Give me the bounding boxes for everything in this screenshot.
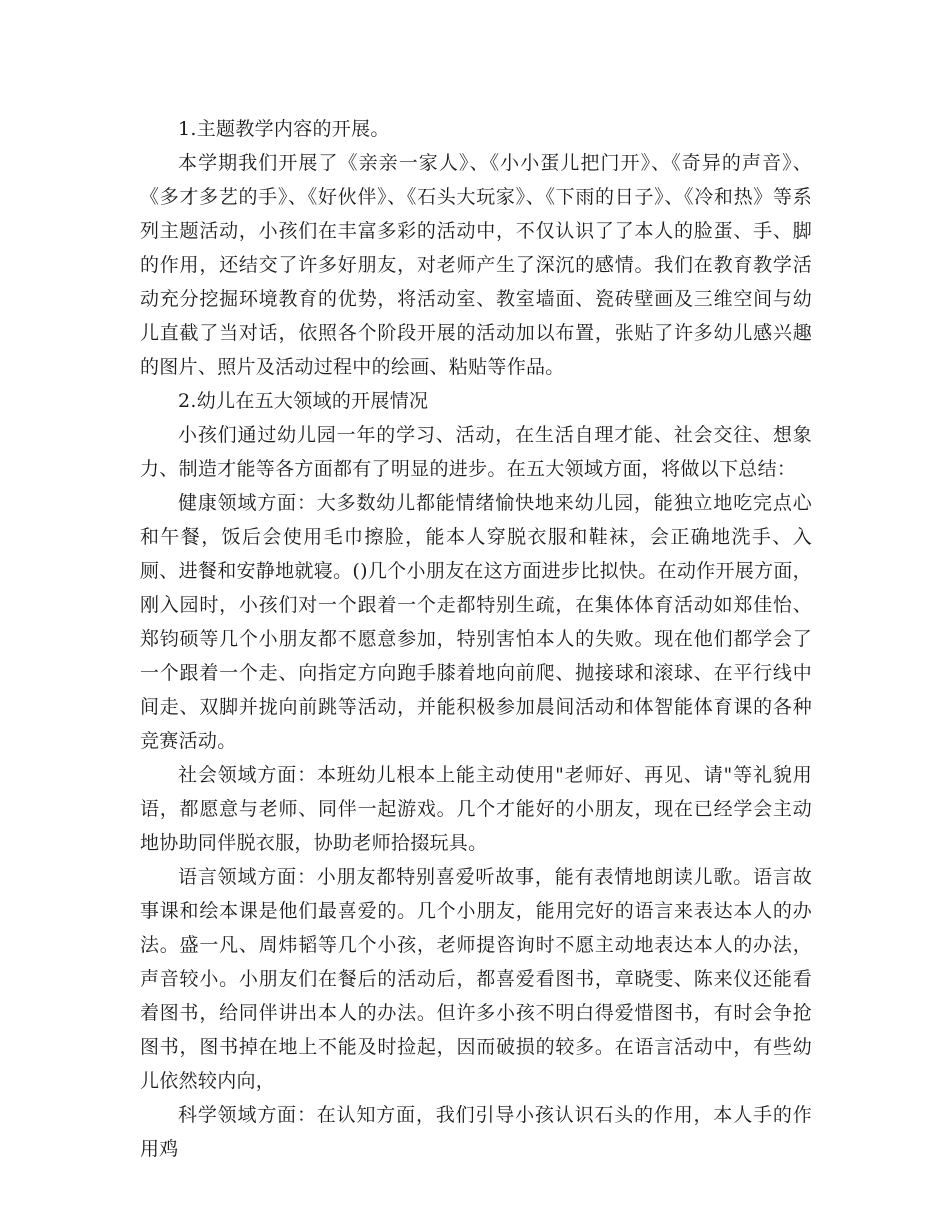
document-body — [140, 112, 812, 1166]
paragraph-language: 语言领域方面：小朋友都特别喜爱听故事，能有表情地朗读儿歌。语言故事课和绘本课是他们最喜爱的。几个小朋友，能用完好的语言来表达本人的办法。盛一凡、周炜韬等几个小孩，老师提咨询时不愿主动地表达本人的办法，声音较小。小朋友们在餐后的活动后，都喜爱看图书，章晓雯、陈来仪还能看着图书，给同伴讲出本人的办法。但许多小孩不明白得爱惜图书，有时会争抢图书，图书掉在地上不能及时捡起，因而破损的较多。在语言活动中，有些幼儿依然较内向， — [140, 866, 812, 1092]
paragraph-science: 科学领域方面：在认知方面，我们引导小孩认识石头的作用，本人手的作用鸡 — [140, 1104, 812, 1160]
paragraph-social: 社会领域方面：本班幼儿根本上能主动使用"老师好、再见、请"等礼貌用语，都愿意与老师、同伴一起游戏。几个才能好的小朋友，现在已经学会主动地协助同伴脱衣服，协助老师拾掇玩具。 — [140, 764, 812, 854]
paragraph-health: 健康领域方面：大多数幼儿都能情绪愉快地来幼儿园，能独立地吃完点心和午餐，饭后会使用毛巾擦脸，能本人穿脱衣服和鞋袜，会正确地洗手、入厕、进餐和安静地就寝。()几个小朋友在这方面进步比拟快。在动作开展方面，刚入园时，小孩们对一个跟着一个走都特别生疏，在集体体育活动如郑佳怡、郑钧硕等几个小朋友都不愿意参加，特别害怕本人的失败。现在他们都学会了一个跟着一个走、向指定方向跑手膝着地向前爬、抛接球和滚球、在平行线中间走、双脚并拢向前跳等活动，并能积极参加晨间活动和体智能体育课的各种竞赛活动。 — [140, 492, 812, 752]
section-heading-1: 1.主题教学内容的开展。 — [178, 118, 390, 140]
section-heading-2: 2.幼儿在五大领域的开展情况 — [178, 390, 429, 412]
paragraph-theme-activities: 本学期我们开展了《亲亲一家人》、《小小蛋儿把门开》、《奇异的声音》、《多才多艺的手》、《好伙伴》、《石头大玩家》、《下雨的日子》、《冷和热》等系列主题活动，小孩们在丰富多彩的活动中，不仅认识了了本人的脸蛋、手、脚的作用，还结交了许多好朋友，对老师产生了深沉的感情。我们在教育教学活动充分挖掘环境教育的优势，将活动室、教室墙面、瓷砖壁画及三维空间与幼儿直截了当对话，依照各个阶段开展的活动加以布置，张贴了许多幼儿感兴趣的图片、照片及活动过程中的绘画、粘贴等作品。 — [140, 152, 812, 378]
paragraph-overview: 小孩们通过幼儿园一年的学习、活动，在生活自理才能、社会交往、想象力、制造才能等各方面都有了明显的进步。在五大领域方面，将做以下总结： — [140, 424, 812, 480]
